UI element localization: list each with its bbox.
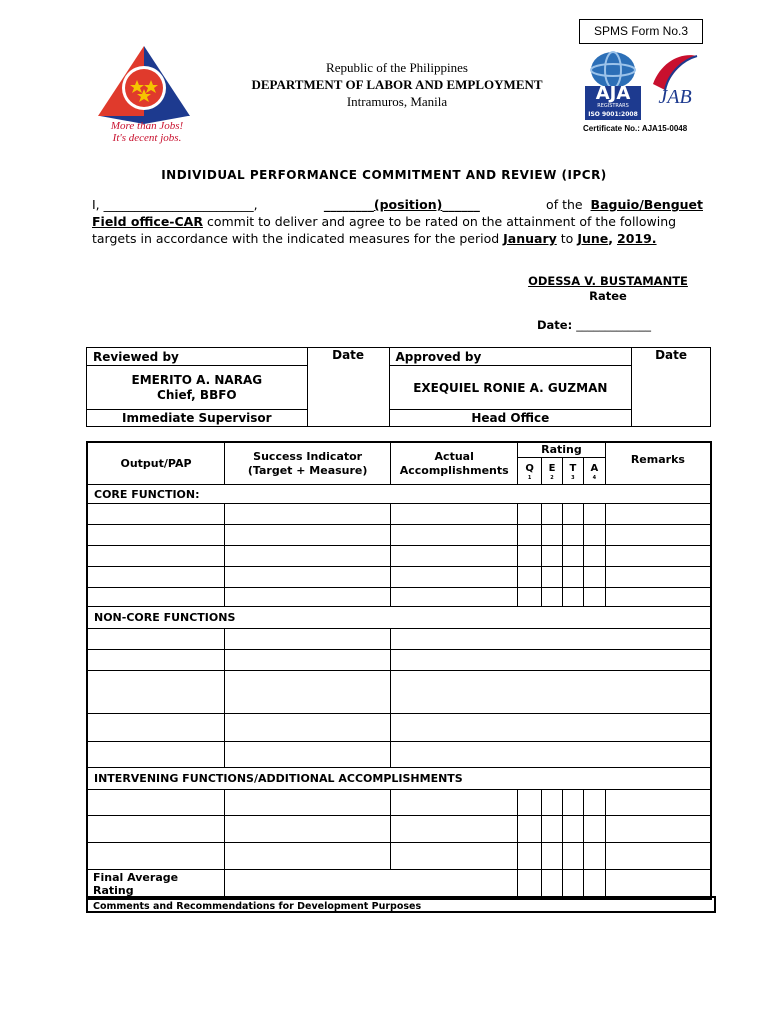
section-intervening-functions: INTERVENING FUNCTIONS/ADDITIONAL ACCOMPLISHMENTS <box>87 768 711 790</box>
to-text: to <box>560 231 574 246</box>
commitment-paragraph: I, ________________________, ________(position)______ of the Baguio/Benguet Field office-CAR commit to deliver and agree to be rated on the attainment of the following targets in accordance with the indicated measures for the period January to June, 2019. <box>92 197 703 246</box>
logo-slogan-1: More than Jobs! <box>110 120 184 132</box>
final-remarks[interactable] <box>605 870 711 899</box>
location-text: Intramuros, Manila <box>346 94 448 109</box>
form-number: SPMS Form No.3 <box>593 24 689 38</box>
rating-t-num: 3 <box>571 474 575 481</box>
period-end: June <box>577 231 609 246</box>
form-title: INDIVIDUAL PERFORMANCE COMMITMENT AND REVIEW (IPCR) <box>161 168 607 182</box>
col-success-indicator <box>225 442 391 485</box>
republic-text: Republic of the Philippines <box>326 60 468 75</box>
position-blank-right[interactable]: ______ <box>442 197 480 212</box>
commitment-text-1: commit to deliver and agree to be rated on the attainment of the following <box>206 214 677 229</box>
aja-sub: REGISTRARS <box>597 103 629 109</box>
table-row[interactable] <box>87 742 711 768</box>
col-actual-2: Accomplishments <box>399 463 509 477</box>
table-row[interactable] <box>87 816 711 843</box>
comments-label: Comments and Recommendations for Development Purposes <box>93 901 422 912</box>
approve-date-label: Date <box>632 348 711 427</box>
rating-e-letter: E <box>548 462 556 474</box>
jab-text: JAB <box>658 86 692 108</box>
ipcr-table <box>86 441 712 900</box>
review-date-label: Date <box>307 348 389 427</box>
table-row[interactable] <box>87 525 711 546</box>
form-number-box <box>579 19 703 44</box>
jab-logo <box>647 50 703 122</box>
final-average-2: Rating <box>93 883 134 897</box>
final-a[interactable] <box>583 870 605 899</box>
reviewer-role: Immediate Supervisor <box>87 410 308 427</box>
iso-text: ISO 9001:2008 <box>588 111 638 118</box>
final-e[interactable] <box>542 870 563 899</box>
final-average-rating <box>87 870 225 899</box>
table-row[interactable] <box>87 504 711 525</box>
reviewer-name: EMERITO A. NARAG <box>131 372 263 387</box>
final-t[interactable] <box>562 870 583 899</box>
table-row[interactable] <box>87 650 711 671</box>
commitment-text-2: targets in accordance with the indicated measures for the period <box>92 231 500 246</box>
final-q[interactable] <box>518 870 542 899</box>
reviewer-title: Chief, BBFO <box>157 387 237 402</box>
certificate-no: Certificate No.: AJA15-0048 <box>583 124 688 133</box>
rating-t <box>562 458 583 485</box>
of-the-text: of the <box>546 197 583 212</box>
rating-e <box>542 458 563 485</box>
ratee-date-label: Date: <box>537 318 573 332</box>
final-average-field[interactable] <box>225 870 518 899</box>
approver-role: Head Office <box>389 410 632 427</box>
rating-a-num: 4 <box>592 474 597 481</box>
department-name: DEPARTMENT OF LABOR AND EMPLOYMENT <box>251 77 543 92</box>
table-row[interactable] <box>87 546 711 567</box>
rating-a <box>583 458 605 485</box>
rating-a-letter: A <box>590 462 599 474</box>
ratee-label: Ratee <box>589 289 627 303</box>
period-start: January <box>503 231 557 246</box>
col-rating: Rating <box>518 442 606 458</box>
table-row[interactable] <box>87 790 711 816</box>
table-row[interactable] <box>87 567 711 588</box>
position-blank-left[interactable]: ________ <box>323 197 374 212</box>
col-output-pap: Output/PAP <box>87 442 225 485</box>
dole-logo <box>94 44 200 156</box>
pronoun-i: I, <box>92 197 100 212</box>
reviewed-by-label: Reviewed by <box>87 348 308 366</box>
table-row[interactable] <box>87 629 711 650</box>
section-core-function: CORE FUNCTION: <box>87 485 711 504</box>
logo-slogan-2: It's decent jobs. <box>112 132 182 144</box>
comments-row <box>86 896 716 913</box>
col-success-1: Success Indicator <box>253 449 363 463</box>
col-remarks: Remarks <box>605 442 711 485</box>
table-row[interactable] <box>87 588 711 607</box>
rating-t-letter: T <box>569 462 577 474</box>
col-actual-1: Actual <box>434 449 474 463</box>
position-label: (position) <box>373 197 443 212</box>
approval-table <box>86 347 711 427</box>
rating-q-letter: Q <box>525 462 534 474</box>
ratee-date-field[interactable]: _____________ <box>576 318 651 332</box>
section-non-core-functions: NON-CORE FUNCTIONS <box>87 607 711 629</box>
table-row[interactable] <box>87 671 711 714</box>
aja-logo <box>583 50 643 122</box>
aja-text: AJA <box>595 83 631 104</box>
approved-by-label: Approved by <box>389 348 632 366</box>
approver-name: EXEQUIEL RONIE A. GUZMAN <box>389 366 632 410</box>
name-blank[interactable]: ________________________ <box>103 197 254 212</box>
office-name-2: Field office-CAR <box>92 214 203 229</box>
ratee-name: ODESSA V. BUSTAMANTE <box>528 274 688 288</box>
comma: , <box>253 197 258 212</box>
rating-q <box>518 458 542 485</box>
table-row[interactable] <box>87 714 711 742</box>
period-year: 2019. <box>617 231 657 246</box>
col-actual-accomplishments <box>391 442 518 485</box>
final-average-1: Final Average <box>93 870 179 884</box>
col-success-2: (Target + Measure) <box>247 463 368 477</box>
rating-q-num: 1 <box>527 474 532 481</box>
rating-e-num: 2 <box>550 474 554 481</box>
table-row[interactable] <box>87 843 711 870</box>
office-name-1: Baguio/Benguet <box>590 197 703 212</box>
